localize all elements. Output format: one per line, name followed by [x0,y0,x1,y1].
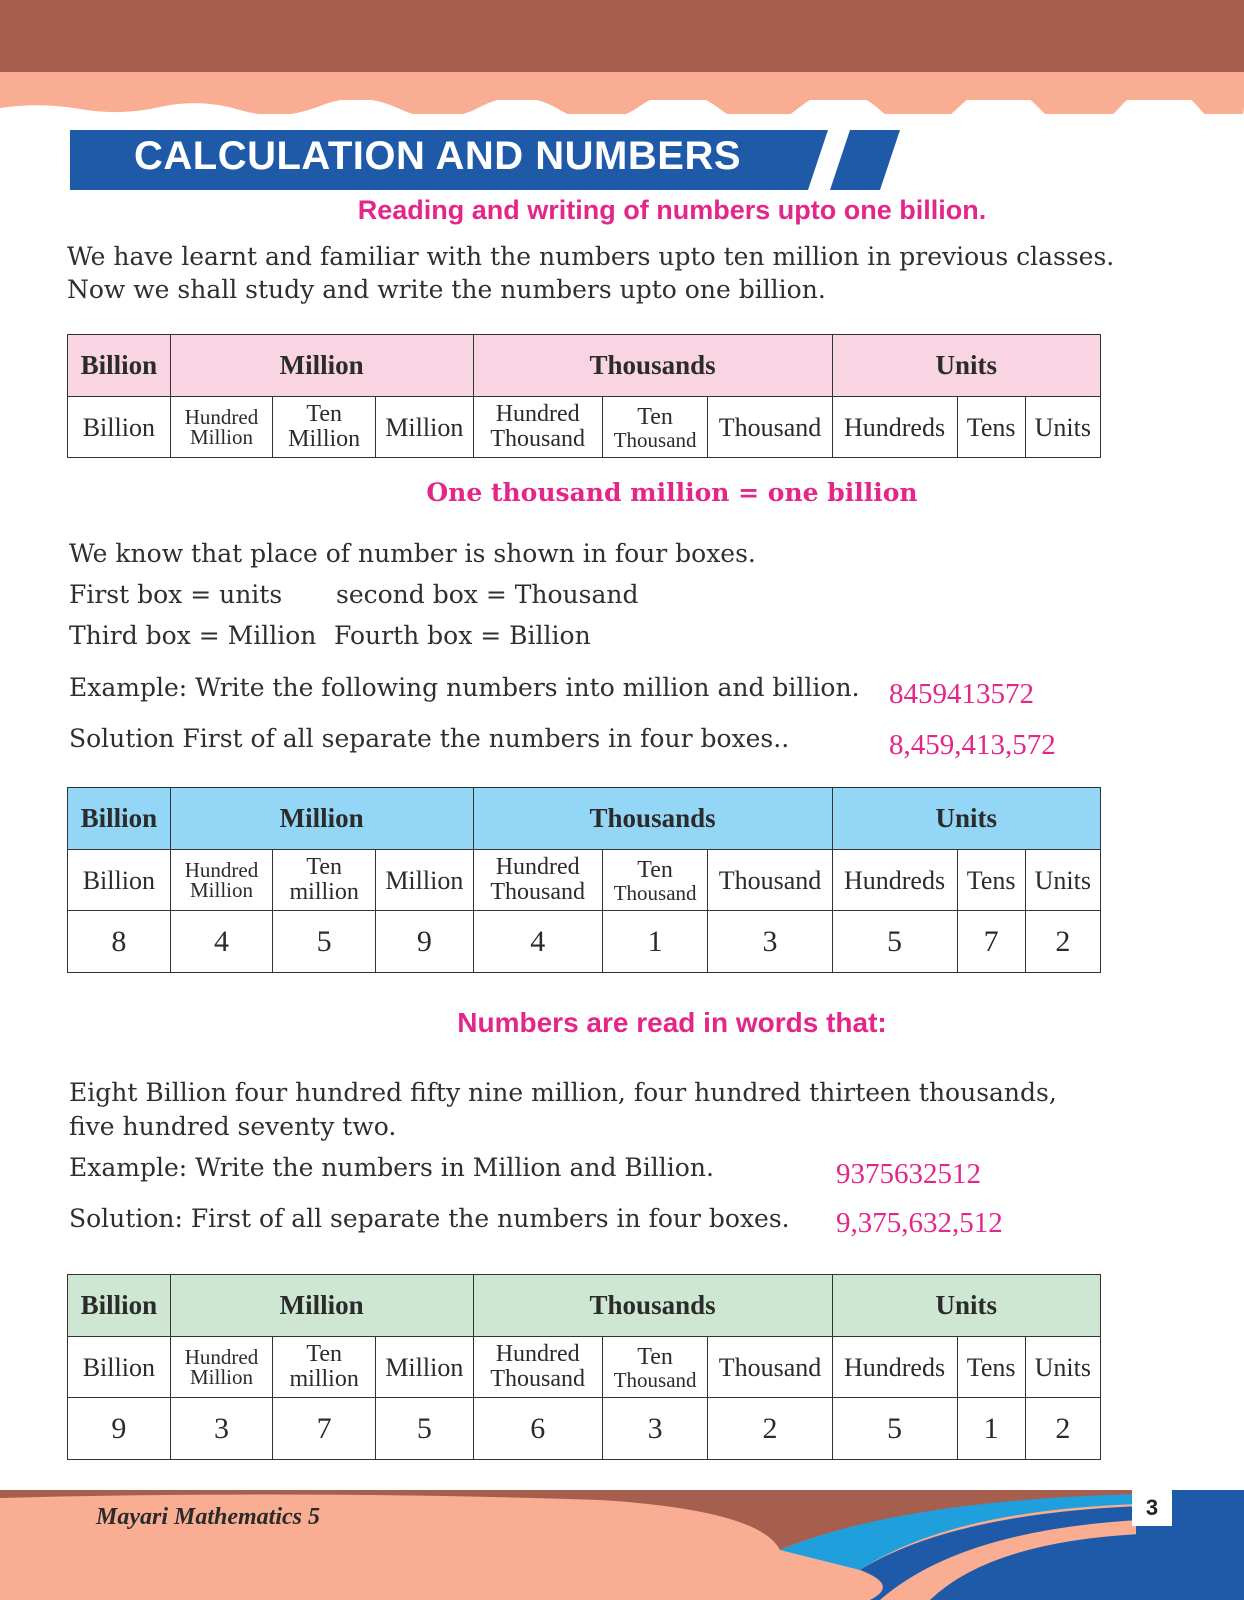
example-1-number: 8459413572 [889,678,1034,710]
example-1-separated: 8,459,413,572 [889,729,1056,761]
explanation-line: We know that place of number is shown in four boxes. [69,539,756,568]
digit-cell: 5 [832,911,957,973]
place-million: Million [376,850,474,911]
section-subtitle: Reading and writing of numbers upto one billion. [357,195,987,225]
place-hundreds: Hundreds [832,850,957,911]
place-tens: Tens [957,397,1025,458]
page-title: CALCULATION AND NUMBERS [134,134,742,178]
place-units: Units [1025,1337,1100,1398]
group-units: Units [832,788,1100,850]
place-ten-thousand: Ten Thousand [602,850,708,911]
place-hundreds: Hundreds [832,1337,957,1398]
place-hundred-thousand: Hundred Thousand [473,850,602,911]
place-tens: Tens [957,850,1025,911]
example-1-solution: Solution First of all separate the numbers in four boxes.. [69,724,790,753]
group-thousands: Thousands [473,788,832,850]
digit-cell: 2 [1025,1398,1100,1460]
group-billion: Billion [68,1275,171,1337]
example-2-solution: Solution: First of all separate the numbers in four boxes. [69,1204,790,1233]
place-hundreds: Hundreds [832,397,957,458]
place-ten-million: Ten million [273,1337,376,1398]
third-box-text: Third box = Million [69,621,317,650]
torn-edge-decoration [0,100,1244,120]
digit-cell: 5 [273,911,376,973]
group-million: Million [170,1275,473,1337]
place-million: Million [376,1337,474,1398]
place-ten-million: Ten million [273,850,376,911]
digit-cell: 4 [473,911,602,973]
digit-cell: 3 [602,1398,708,1460]
intro-line-2: Now we shall study and write the numbers upto one billion. [67,275,826,304]
digit-cell: 3 [170,1398,273,1460]
place-value-table-1 [67,334,1101,458]
place-ten-million: Ten Million [273,397,376,458]
intro-line-1: We have learnt and familiar with the numbers upto ten million in previous classes. [67,242,1115,271]
place-million: Million [376,397,474,458]
example-2-number: 9375632512 [836,1158,981,1190]
group-thousands: Thousands [473,1275,832,1337]
digit-cell: 1 [957,1398,1025,1460]
place-hundred-million: Hundred Million [170,850,273,911]
place-thousand: Thousand [708,1337,832,1398]
example-2-separated: 9,375,632,512 [836,1207,1003,1239]
place-billion: Billion [68,1337,171,1398]
example-1-prompt: Example: Write the following numbers into million and billion. [69,673,860,702]
place-units: Units [1025,850,1100,911]
group-million: Million [170,335,473,397]
place-thousand: Thousand [708,850,832,911]
place-units: Units [1025,397,1100,458]
digit-cell: 1 [602,911,708,973]
group-units: Units [832,1275,1100,1337]
first-box-text: First box = units [69,580,283,609]
digit-cell: 9 [68,1398,171,1460]
digit-cell: 2 [708,1398,832,1460]
place-ten-thousand: Ten Thousand [602,397,708,458]
digit-cell: 5 [832,1398,957,1460]
digit-cell: 9 [376,911,474,973]
place-billion: Billion [68,397,171,458]
digit-cell: 6 [473,1398,602,1460]
words-line-2: five hundred seventy two. [69,1112,397,1141]
place-hundred-million: Hundred Million [170,1337,273,1398]
page-number: 3 [1132,1490,1172,1526]
example-2-prompt: Example: Write the numbers in Million and Billion. [69,1153,714,1182]
group-million: Million [170,788,473,850]
place-tens: Tens [957,1337,1025,1398]
group-thousands: Thousands [473,335,832,397]
billion-note: One thousand million = one billion [426,478,918,507]
book-title: Mayari Mathematics 5 [96,1504,321,1530]
group-units: Units [832,335,1100,397]
digit-cell: 8 [68,911,171,973]
digit-cell: 5 [376,1398,474,1460]
second-box-text: second box = Thousand [336,580,639,609]
digit-cell: 7 [273,1398,376,1460]
place-hundred-million: Hundred Million [170,397,273,458]
place-value-table-3 [67,1274,1101,1460]
group-billion: Billion [68,335,171,397]
words-line-1: Eight Billion four hundred fifty nine million, four hundred thirteen thousands, [69,1078,1057,1107]
place-ten-thousand: Ten Thousand [602,1337,708,1398]
fourth-box-text: Fourth box = Billion [334,621,591,650]
place-billion: Billion [68,850,171,911]
place-thousand: Thousand [708,397,832,458]
digit-cell: 7 [957,911,1025,973]
top-header-band [0,0,1244,72]
digit-cell: 3 [708,911,832,973]
group-billion: Billion [68,788,171,850]
digit-cell: 4 [170,911,273,973]
digit-cell: 2 [1025,911,1100,973]
place-hundred-thousand: Hundred Thousand [473,397,602,458]
place-value-table-2 [67,787,1101,973]
place-hundred-thousand: Hundred Thousand [473,1337,602,1398]
words-heading: Numbers are read in words that: [457,1007,887,1038]
